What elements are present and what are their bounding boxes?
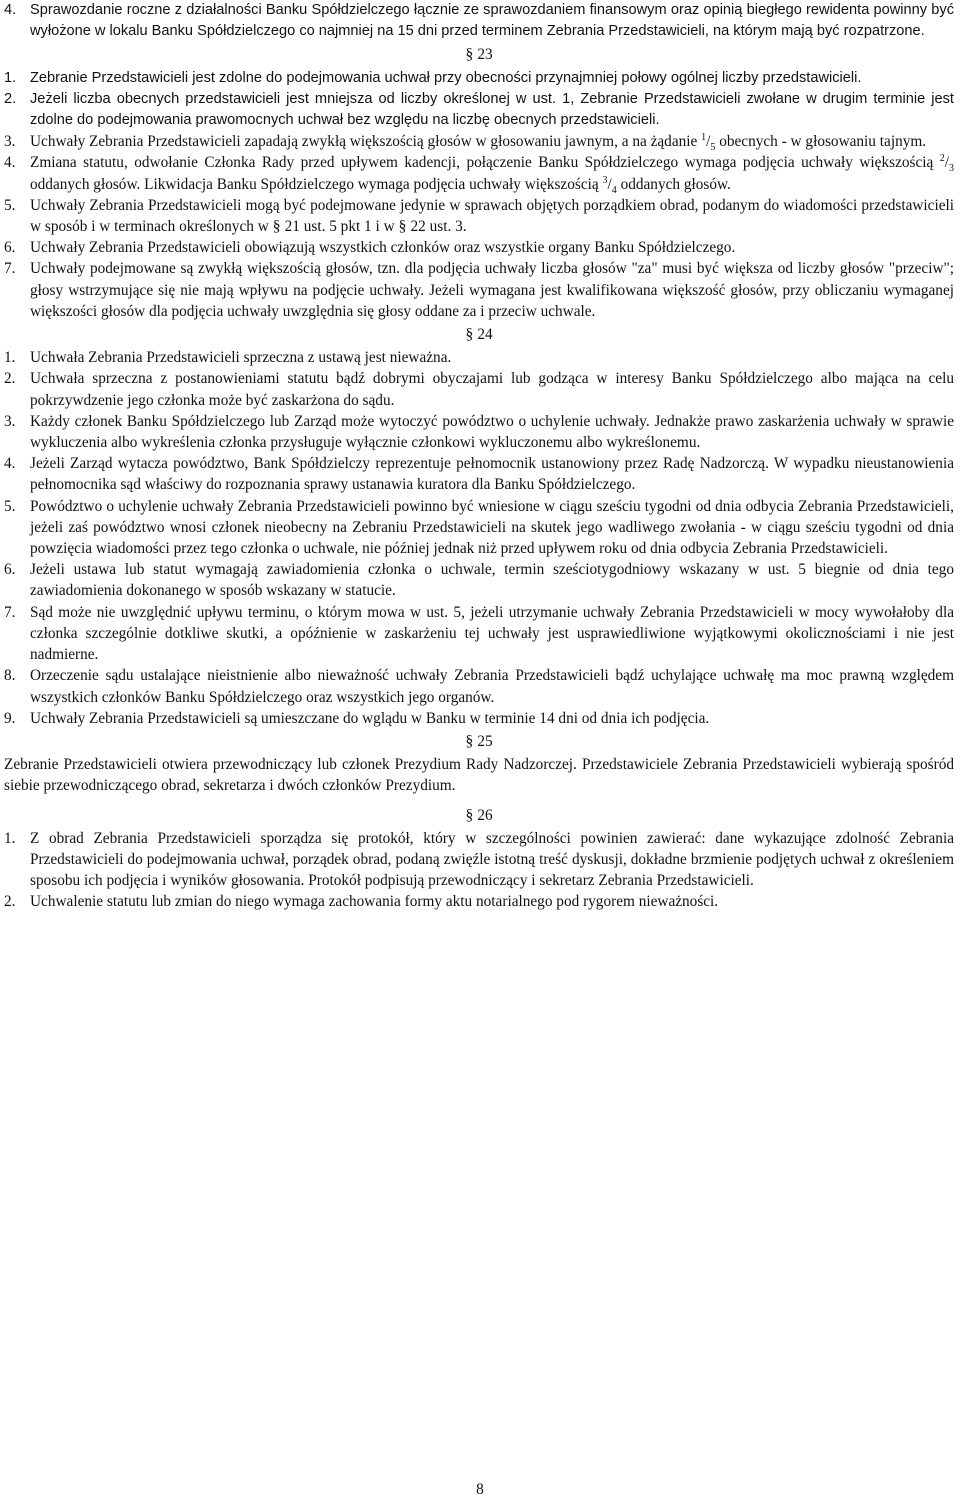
list-item — [4, 891, 954, 912]
item-text: Jeżeli Zarząd wytacza powództwo, Bank Spółdzielczy reprezentuje pełnomocnik ustanowiony przez Radę Nadzorczą. W wypadku nieustanowienia pełnomocnika sąd właściwy do rozpoznania sprawy ustanawia kuratora dla Banku Spółdzielczego. — [30, 455, 954, 494]
section-sign: § — [465, 326, 474, 344]
section-heading-24 — [4, 324, 954, 345]
item-text: Z obrad Zebrania Przedstawicieli sporządza się protokół, który w szczególności powinien zawierać: dane wykazujące zdolność Zebrania Przedstawicieli do podejmowania uchwał, porządek obrad, podaną zwięźle istotną treść dyskusji, dokładne brzmienie podjętych uchwał z określeniem sposobu ich podjęcia i wyników głosowania. Protokół podpisują przewodniczący i sekretarz Zebrania Przedstawicieli. — [30, 829, 954, 890]
page-number: 8 — [476, 1481, 484, 1498]
section-sign: § — [465, 732, 474, 750]
list-item — [4, 453, 954, 495]
item-number: 7. — [4, 603, 16, 621]
item-number: 4. — [4, 2, 17, 18]
section-sign: § — [398, 218, 407, 236]
fraction-denominator: 5 — [710, 142, 716, 154]
section-heading-26 — [4, 805, 954, 826]
list-item — [4, 368, 954, 410]
list-item — [4, 496, 954, 560]
paragraph: Zebranie Przedstawicieli otwiera przewodniczący lub członek Prezydium Rady Nadzorczej. Przedstawiciele Zebrania Przedstawicieli wybierają spośród siebie przewodniczącego obrad, sekretarza i dwóch członków Prezydium. — [4, 756, 954, 795]
item-text: Orzeczenie sądu ustalające nieistnienie albo nieważność uchwały Zebrania Przedstawicieli bądź uchylające uchwałę ma moc prawną względem wszystkich członków Banku Spółdzielczego oraz wszystkich jego organów. — [30, 667, 954, 706]
item-number: 2. — [4, 370, 16, 388]
section-heading-25 — [4, 731, 954, 752]
item-text: Jeżeli liczba obecnych przedstawicieli jest mniejsza od liczby określonej w ust. 1, Zebranie Przedstawicieli zwołane w drugim terminie jest zdolne do podejmowania prawomocnych uchwał bez względu na liczbę obecnych przedstawicieli. — [30, 90, 954, 129]
item-text: Sąd może nie uwzględnić upływu terminu, o którym mowa w ust. 5, jeżeli utrzymanie uchwały Zebrania Przedstawicieli w mocy wywołałoby dla członka szczególnie dotkliwe skutki, a opóźnienie w zaskarżeniu tej uchwały jest usprawiedliwione wyjątkowymi okolicznościami i nie jest nadmierne. — [30, 603, 954, 664]
section-number: 23 — [477, 46, 493, 64]
list-item — [4, 602, 954, 666]
item-text: Uchwały Zebrania Przedstawicieli mogą być podejmowane jedynie w sprawach objętych porządkiem obrad, podanym do wiadomości przedstawicieli w sposób i w terminach określonych w § 21 ust. 5 pkt 1 i w § 22 ust. 3. — [30, 196, 954, 236]
fraction-denominator: 4 — [611, 184, 617, 196]
item-text: Powództwo o uchylenie uchwały Zebrania Przedstawicieli powinno być wniesione w ciągu sześciu tygodni od dnia odbycia Zebrania Przedstawicieli, jeżeli zaś powództwo wnosi członek nieobecny na Zebraniu Przedstawicieli na skutek jego wadliwego zwołania - w ciągu sześciu tygodni od dnia powzięcia wiadomości przez tego członka o uchwale, nie później jednak niż przed upływem roku od dnia odbycia Zebrania Przedstawicieli. — [30, 497, 954, 558]
item-number: 2. — [4, 90, 17, 107]
item-number: 3. — [4, 133, 16, 151]
item-text: Uchwała sprzeczna z postanowieniami statutu bądź dobrymi obyczajami lub godząca w interesy Banku Spółdzielczego albo mająca na celu pokrzywdzenie jego członka może być zaskarżona do sądu. — [30, 370, 954, 409]
item-text: Zmiana statutu, odwołanie Członka Rady przed upływem kadencji, połączenie Banku Spółdzielczego wymaga podjęcia uchwały większością $^2/_3$ oddanych głosów. Likwidacja Banku Spółdzielczego wymaga podjęcia uchwały większością $^3/_4$ oddanych głosów. — [30, 153, 954, 196]
item-number: 6. — [4, 239, 16, 257]
list-item — [4, 559, 954, 601]
item-number: 7. — [4, 260, 16, 278]
list-item — [4, 89, 954, 131]
item-text: Uchwały podejmowane są zwykłą większością głosów, tzn. dla podjęcia uchwały liczba głosów "za" musi być większa od liczby głosów "przeciw"; głosy wstrzymujące się nie mają wpływu na podjęcie uchwały. Jeżeli wymagana jest kwalifikowana większość głosów, przy obliczaniu wymaganej większości głosów dla podjęcia uchwały uwzględnia się głosy oddane za i przeciw uchwale. — [30, 260, 954, 320]
section-sign: § — [465, 46, 474, 64]
list-item — [4, 665, 954, 707]
fraction-numerator: 1 — [701, 132, 707, 144]
item-text: Każdy członek Banku Spółdzielczego lub Zarząd może wytoczyć powództwo o uchylenie uchwały. Jednakże prawo zaskarżenia uchwały w sprawie wykluczenia albo wykreślenia członka przysługuje wyłącznie członkowi wykluczonemu albo wykreślonemu. — [30, 412, 954, 452]
section-sign: § — [272, 218, 281, 236]
list-item — [4, 708, 954, 729]
list-item — [4, 68, 954, 89]
item-number: 8. — [4, 667, 16, 685]
fraction-denominator: 3 — [949, 163, 954, 175]
item-number: 3. — [4, 412, 16, 430]
section-number: 24 — [477, 326, 493, 344]
item-number: 2. — [4, 893, 16, 911]
list-item — [4, 347, 954, 368]
item-text: Uchwała Zebrania Przedstawicieli sprzeczna z ustawą jest nieważna. — [30, 349, 452, 367]
list-item — [4, 0, 954, 42]
item-number: 1. — [4, 69, 17, 86]
list-item — [4, 828, 954, 892]
list-item — [4, 411, 954, 453]
item-number: 1. — [4, 829, 16, 847]
section-heading-23 — [4, 44, 954, 65]
item-text: Uchwały Zebrania Przedstawicieli obowiązują wszystkich członków oraz wszystkie organy Banku Spółdzielczego. — [30, 239, 736, 257]
section-sign: § — [465, 806, 474, 824]
item-text: Zebranie Przedstawicieli jest zdolne do podejmowania uchwał przy obecności przynajmniej połowy ogólnej liczby przedstawicieli. — [30, 69, 862, 86]
item-number: 4. — [4, 455, 16, 473]
section-number: 25 — [477, 732, 493, 750]
list-item — [4, 237, 954, 258]
fraction-numerator: 3 — [602, 174, 608, 186]
item-number: 9. — [4, 709, 16, 727]
item-number: 6. — [4, 561, 16, 579]
document-body — [4, 0, 954, 913]
item-number: 5. — [4, 196, 16, 214]
item-number: 1. — [4, 349, 16, 367]
item-number: 5. — [4, 497, 16, 515]
item-number: 4. — [4, 154, 16, 172]
item-text: Uchwalenie statutu lub zmian do niego wymaga zachowania formy aktu notarialnego pod rygorem nieważności. — [30, 893, 719, 911]
item-text: Jeżeli ustawa lub statut wymagają zawiadomienia członka o uchwale, termin sześciotygodniowy wskazany w ust. 5 biegnie od dnia tego zawiadomienia dokonanego w sposób wskazany w statucie. — [30, 561, 954, 600]
list-item — [4, 258, 954, 322]
list-item — [4, 152, 954, 194]
list-item — [4, 195, 954, 237]
item-text: Uchwały Zebrania Przedstawicieli zapadają zwykłą większością głosów w głosowaniu jawnym, a na żądanie $^1/_5$ obecnych - w głosowaniu tajnym. — [30, 132, 927, 154]
section-number: 26 — [477, 806, 493, 824]
list-item — [4, 131, 954, 152]
fraction-numerator: 2 — [939, 153, 945, 165]
item-text: Uchwały Zebrania Przedstawicieli są umieszczane do wglądu w Banku w terminie 14 dni od dnia ich podjęcia. — [30, 709, 710, 727]
item-text: Sprawozdanie roczne z działalności Banku Spółdzielczego łącznie ze sprawozdaniem finansowym oraz opinią biegłego rewidenta powinny być wyłożone w lokalu Banku Spółdzielczego co najmniej na 15 dni przed terminem Zebrania Przedstawicieli, na którym mają być rozpatrzone. — [30, 2, 954, 40]
